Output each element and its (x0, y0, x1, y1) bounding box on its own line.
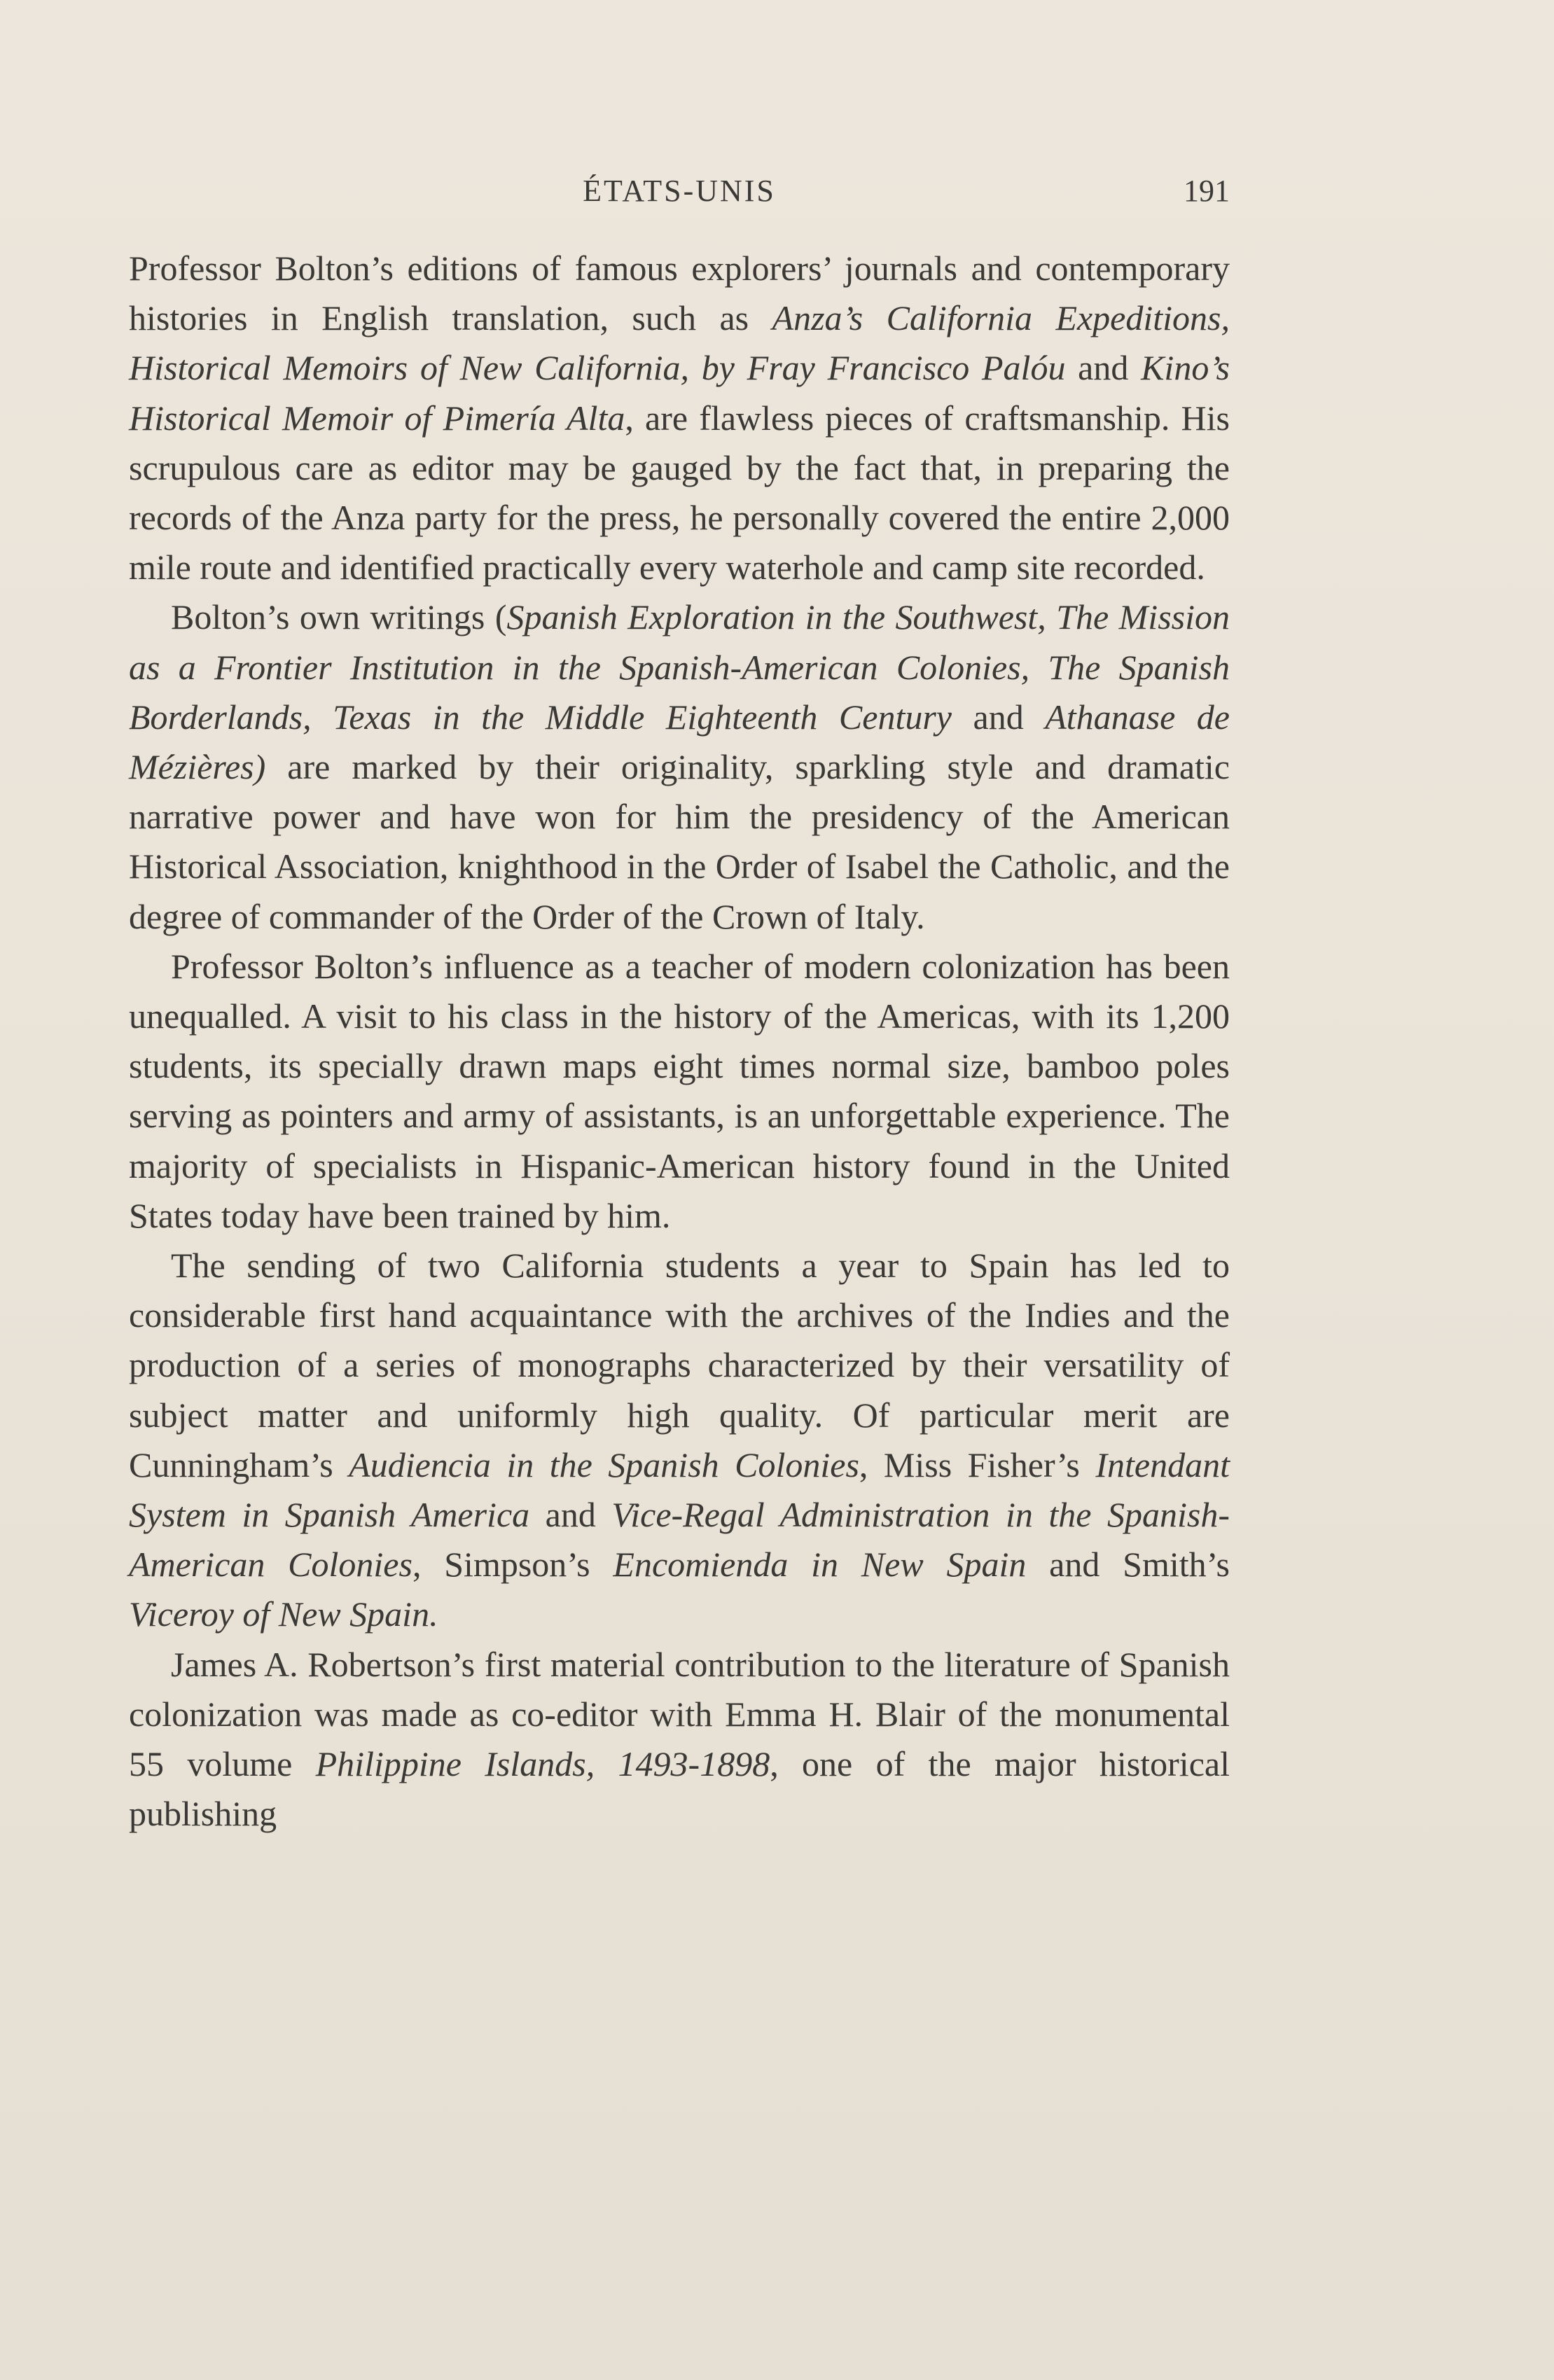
italic-title: Athanase de Mézières) (129, 697, 1230, 787)
italic-title: Viceroy of New Spain. (129, 1594, 438, 1634)
text-run: Bolton’s own writings ( (171, 597, 507, 637)
text-run: The sending of two California students a year to Spain has led to considerable first hand acquaintance with the archives of the Indies and the production of a series of monographs characterized by their versatility of subject matter and uniformly high quality. Of particular merit are Cunningham’s (129, 1246, 1230, 1484)
text-run: and (529, 1495, 612, 1535)
running-title: ÉTATS-UNIS (583, 174, 776, 208)
text-run: are marked by their originality, sparkling style and dramatic narrative power and have won for him the presidency of the American Historical Association, knighthood in the Order of Isabel the Catholic, and the degree of commander of the Order of the Crown of Italy. (129, 747, 1230, 936)
italic-title: Kino’s Historical Memoir of Pimería Alta (129, 348, 1230, 438)
paragraph (129, 1640, 1230, 1839)
paragraph (129, 942, 1230, 1241)
text-run: and (1065, 348, 1142, 388)
italic-title: Encomienda in New Spain (613, 1545, 1027, 1585)
text-run: , Miss Fisher’s (859, 1445, 1096, 1484)
italic-title: Philippine Islands, 1493-1898 (315, 1744, 770, 1784)
paragraph (129, 244, 1230, 592)
text-run: , one of the major historical publishing (129, 1744, 1230, 1834)
body-text (129, 244, 1230, 1839)
italic-title: Anza’s California Expeditions, Historical Memoirs of New California, by Fray Francisco Palóu (129, 298, 1230, 388)
paragraph (129, 592, 1230, 941)
italic-title: Audiencia in the Spanish Colonies (349, 1445, 859, 1484)
text-run: , Simpson’s (412, 1545, 613, 1585)
italic-title: Intendant System in Spanish America (129, 1445, 1230, 1535)
text-run: and (952, 697, 1046, 737)
italic-title: Vice-Regal Administration in the Spanish-American Colonies (129, 1495, 1230, 1585)
text-run: Professor Bolton’s influence as a teacher of modern colonization has been unequalled. A visit to his class in the history of the Americas, with its 1,200 students, its specially drawn maps eight times normal size, bamboo poles serving as pointers and army of assistants, is an unforgettable experience. The majority of specialists in Hispanic-American history found in the United States today have been trained by him. (129, 946, 1230, 1235)
text-run: and Smith’s (1026, 1545, 1230, 1585)
running-head (129, 167, 1230, 216)
paragraph (129, 1241, 1230, 1640)
text-run: , are flawless pieces of craftsmanship. His scrupulous care as editor may be gauged by the fact that, in preparing the records of the Anza party for the press, he personally covered the entire 2,000 mile route and identified practically every waterhole and camp site recorded. (129, 398, 1230, 587)
text-run: James A. Robertson’s first material contribution to the literature of Spanish colonization was made as co-editor with Emma H. Blair of the monumental 55 volume (129, 1644, 1230, 1784)
page-number: 191 (1184, 174, 1230, 208)
text-run: Professor Bolton’s editions of famous explorers’ journals and contemporary histories in English translation, such as (129, 249, 1230, 338)
italic-title: Spanish Exploration in the Southwest, The Mission as a Frontier Institution in the Spanish-American Colonies, The Spanish Borderlands, Texas in the Middle Eighteenth Century (129, 597, 1230, 737)
